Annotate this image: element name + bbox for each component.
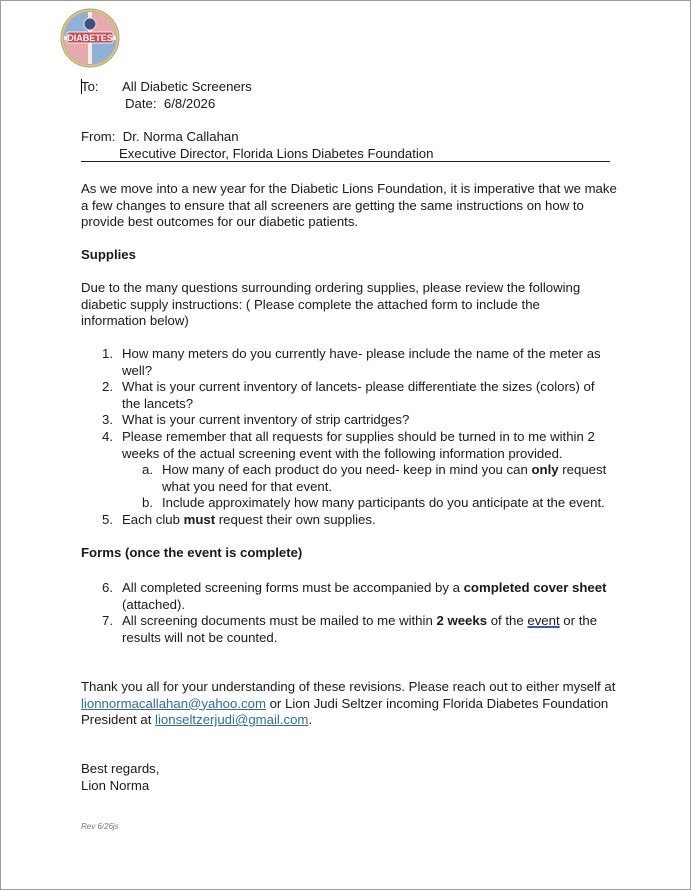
list-number: 4. bbox=[102, 429, 113, 444]
list-number: 6. bbox=[102, 580, 113, 595]
list-item: What is your current inventory of lancets- please differentiate the sizes (colors) of the lancets? bbox=[122, 379, 595, 411]
from-line bbox=[81, 129, 239, 146]
list-item: Each club must request their own supplies. bbox=[122, 512, 376, 527]
email-link-norma[interactable]: lionnormacallahan@yahoo.com bbox=[81, 695, 266, 711]
sublist-letter: b. bbox=[142, 495, 153, 510]
to-label: To: bbox=[81, 79, 99, 94]
date-label: Date: bbox=[125, 96, 157, 111]
list-item: All completed screening forms must be accompanied by a completed cover sheet (attached). bbox=[122, 580, 607, 612]
signature-name: Lion Norma bbox=[81, 778, 150, 793]
list-number: 3. bbox=[102, 412, 113, 427]
sublist-item: Include approximately how many participants do you anticipate at the event. bbox=[162, 495, 605, 510]
from-label: From: bbox=[81, 129, 116, 144]
logo-text: DIABETES bbox=[67, 33, 113, 43]
to-value: All Diabetic Screeners bbox=[122, 79, 252, 94]
supplies-intro: Due to the many questions surrounding ordering supplies, please review the following diabetic supply instructions: ( Please complete the attached form to include the information below) bbox=[81, 280, 581, 329]
date-value: 6/8/2026 bbox=[163, 96, 216, 111]
sublist-letter: a. bbox=[142, 462, 153, 477]
forms-heading: Forms (once the event is complete) bbox=[81, 545, 303, 560]
list-number: 5. bbox=[102, 512, 113, 527]
date-line bbox=[125, 96, 215, 113]
list-item: Please remember that all requests for supplies should be turned in to me within 2 weeks of the actual screening event with the following information provided. bbox=[122, 429, 595, 461]
revision-note: Rev 6/26js bbox=[81, 822, 119, 831]
list-number: 7. bbox=[102, 613, 113, 628]
header-divider bbox=[81, 161, 610, 162]
intro-paragraph: As we move into a new year for the Diabetic Lions Foundation, it is imperative that we make a few changes to ensure that all screeners are getting the same instructions on how to provide best outcomes for our diabetic patients. bbox=[81, 181, 617, 230]
lions-diabetes-seal-icon bbox=[60, 8, 120, 68]
from-title: Executive Director, Florida Lions Diabetes Foundation bbox=[119, 146, 434, 161]
list-item: All screening documents must be mailed to me within 2 weeks of the event or the results will not be counted. bbox=[122, 613, 598, 645]
sublist-item: How many of each product do you need- keep in mind you can only request what you need for that event. bbox=[162, 462, 607, 494]
spellcheck-underline: event bbox=[527, 613, 560, 628]
closing-regards: Best regards, bbox=[81, 761, 160, 776]
supplies-heading: Supplies bbox=[81, 247, 136, 262]
list-number: 2. bbox=[102, 379, 113, 394]
list-item: How many meters do you currently have- please include the name of the meter as well? bbox=[122, 346, 601, 378]
closing-paragraph: Thank you all for your understanding of these revisions. Please reach out to either myself at lionnormacallahan@yahoo.com or Lion Judi Seltzer incoming Florida Diabetes Foundation President at lionseltzerjudi@gmail.com. bbox=[81, 679, 616, 728]
email-link-judi[interactable]: lionseltzerjudi@gmail.com bbox=[155, 712, 309, 728]
list-item: What is your current inventory of strip cartridges? bbox=[122, 412, 410, 427]
from-name: Dr. Norma Callahan bbox=[122, 129, 239, 144]
list-number: 1. bbox=[102, 346, 113, 361]
